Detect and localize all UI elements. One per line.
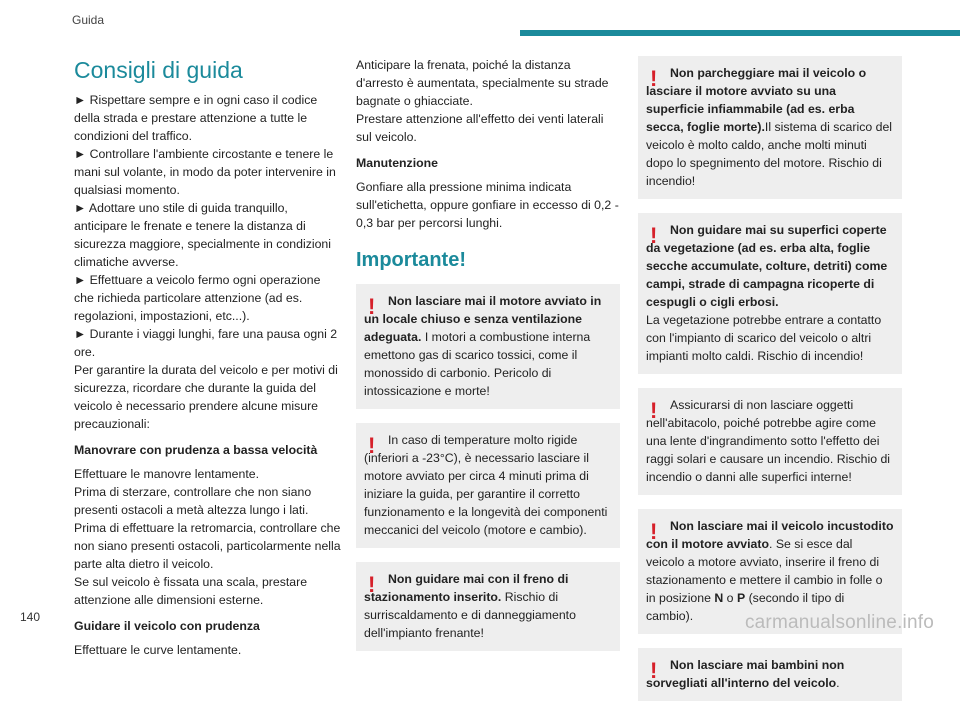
warning-box-cold (356, 423, 620, 548)
header-section-label: Guida (72, 13, 105, 27)
subheading-low-speed: Manovrare con prudenza a bassa velocità (74, 443, 318, 457)
warning-box-objects (638, 388, 902, 495)
warning-text: Rischio di surriscaldamento e di danneggiamento dell'impianto frenante! (364, 590, 576, 640)
warning-bold: Non guidare mai con il freno di stazionamento inserito. (364, 572, 569, 604)
warning-text: In caso di temperature molto rigide (inferiori a -23°C), è necessario lasciare il motore avviato per circa 4 minuti prima di iniziare la guida, per garantire il corretto funzionamento e la longevità dei componenti meccanici del veicolo (motore e cambio). (364, 433, 608, 537)
warning-exclamation-icon: ! (368, 572, 376, 597)
warning-text: . (836, 676, 840, 690)
warning-bold: Non lasciare mai bambini non sorvegliati all'interno del veicolo (646, 658, 845, 690)
column-2 (356, 56, 620, 665)
warning-text: Il sistema di scarico del veicolo è molto caldo, anche molti minuti dopo lo spegnimento del motore. Rischio di incendio! (646, 120, 893, 188)
warning-box-parking-brake (356, 562, 620, 651)
warning-text: Assicurarsi di non lasciare oggetti nell'abitacolo, poiché potrebbe agire come una lente d'ingrandimento sotto l'effetto dei raggi solari e causare un incendio. Rischio di incendio o danni alle superfici interne! (646, 398, 891, 484)
gear-position-p: P (736, 591, 746, 605)
warning-box-vegetation (638, 213, 902, 374)
warning-exclamation-icon: ! (650, 658, 658, 683)
warning-text: . Se si esce dal veicolo a motore avviato, inserire il freno di stazionamento e mettere il cambio in folle o in posizione (646, 537, 883, 605)
warning-exclamation-icon: ! (650, 398, 658, 423)
warning-text: (secondo il tipo di cambio). (646, 591, 845, 623)
driving-tips-intro: ► Rispettare sempre e in ogni caso il codice della strada e prestare attenzione a tutte le condizioni del traffico. ► Controllare l'ambiente circostante e tenere le mani sul volante, in modo da poter intervenire in qualsiasi momento. ► Adottare uno stile di guida tranquillo, anticipare le frenate e tenere la distanza di sicurezza maggiore, specialmente in condizioni climatiche avverse. ► Effettuare a veicolo fermo ogni operazione che richieda particolare attenzione (ad es. regolazioni, impostazioni, etc...). ► Durante i viaggi lunghi, fare una pausa ogni 2 ore. Per garantire la durata del veicolo e per motivi di sicurezza, ricordare che durante la guida del veicolo è necessario prendere alcune misure precauzionali: (74, 93, 338, 431)
maintenance-text: Gonfiare alla pressione minima indicata sull'etichetta, oppure gonfiare in eccesso di 0,2 - 0,3 bar per percorsi lunghi. (356, 180, 619, 230)
careful-driving-text: Effettuare le curve lentamente. (74, 643, 242, 657)
warning-exclamation-icon: ! (650, 66, 658, 91)
warning-text: La vegetazione potrebbe entrare a contatto con l'impianto di scarico del veicolo o altri impianti molto caldi. Rischio di incendio! (646, 313, 882, 363)
warning-box-ventilation (356, 284, 620, 409)
warning-bold: Non parcheggiare mai il veicolo o lasciare il motore avviato su una superficie infiammabile (ad es. erba secca, foglie morte). (646, 66, 867, 134)
warning-bold: Non lasciare mai il motore avviato in un locale chiuso e senza ventilazione adeguata. (364, 294, 602, 344)
warning-exclamation-icon: ! (368, 294, 376, 319)
important-title: Importante! (356, 249, 466, 271)
warning-bold: Non lasciare mai il veicolo incustodito con il motore avviato (646, 519, 894, 551)
header-accent-bar (520, 30, 960, 36)
braking-text: Anticipare la frenata, poiché la distanza d'arresto è aumentata, specialmente su strade bagnate o ghiacciate. Prestare attenzione all'effetto dei venti laterali sul veicolo. (356, 58, 609, 144)
subheading-maintenance: Manutenzione (356, 156, 438, 170)
watermark: carmanualsonline.info (744, 612, 934, 633)
warning-text: I motori a combustione interna emettono gas di scarico tossici, come il monossido di carbonio. Pericolo di intossicazione e morte! (364, 330, 591, 398)
column-1 (74, 56, 342, 659)
warning-bold: Non guidare mai su superfici coperte da vegetazione (ad es. erba alta, foglie secche accumulate, colture, detriti) come campi, strade di campagna ricoperte di cespugli o cigli erbosi. (646, 223, 888, 309)
warning-exclamation-icon: ! (650, 223, 658, 248)
warning-box-flammable-surface (638, 56, 902, 199)
page-title: Consigli di guida (74, 57, 243, 83)
subheading-careful-driving: Guidare il veicolo con prudenza (74, 619, 260, 633)
warning-box-children (638, 648, 902, 701)
warning-exclamation-icon: ! (650, 519, 658, 544)
low-speed-text: Effettuare le manovre lentamente. Prima di sterzare, controllare che non siano presenti ostacoli a metà altezza lungo i lati. Prima di effettuare la retromarcia, controllare che non siano presenti ostacoli, particolarmente nella parte alta dietro il veicolo. Se sul veicolo è fissata una scala, prestare attenzione alle dimensioni esterne. (74, 467, 341, 607)
warning-exclamation-icon: ! (368, 433, 376, 458)
gear-position-n: N (714, 591, 724, 605)
page-number: 140 (20, 610, 41, 624)
warning-text-or: o (723, 591, 737, 605)
